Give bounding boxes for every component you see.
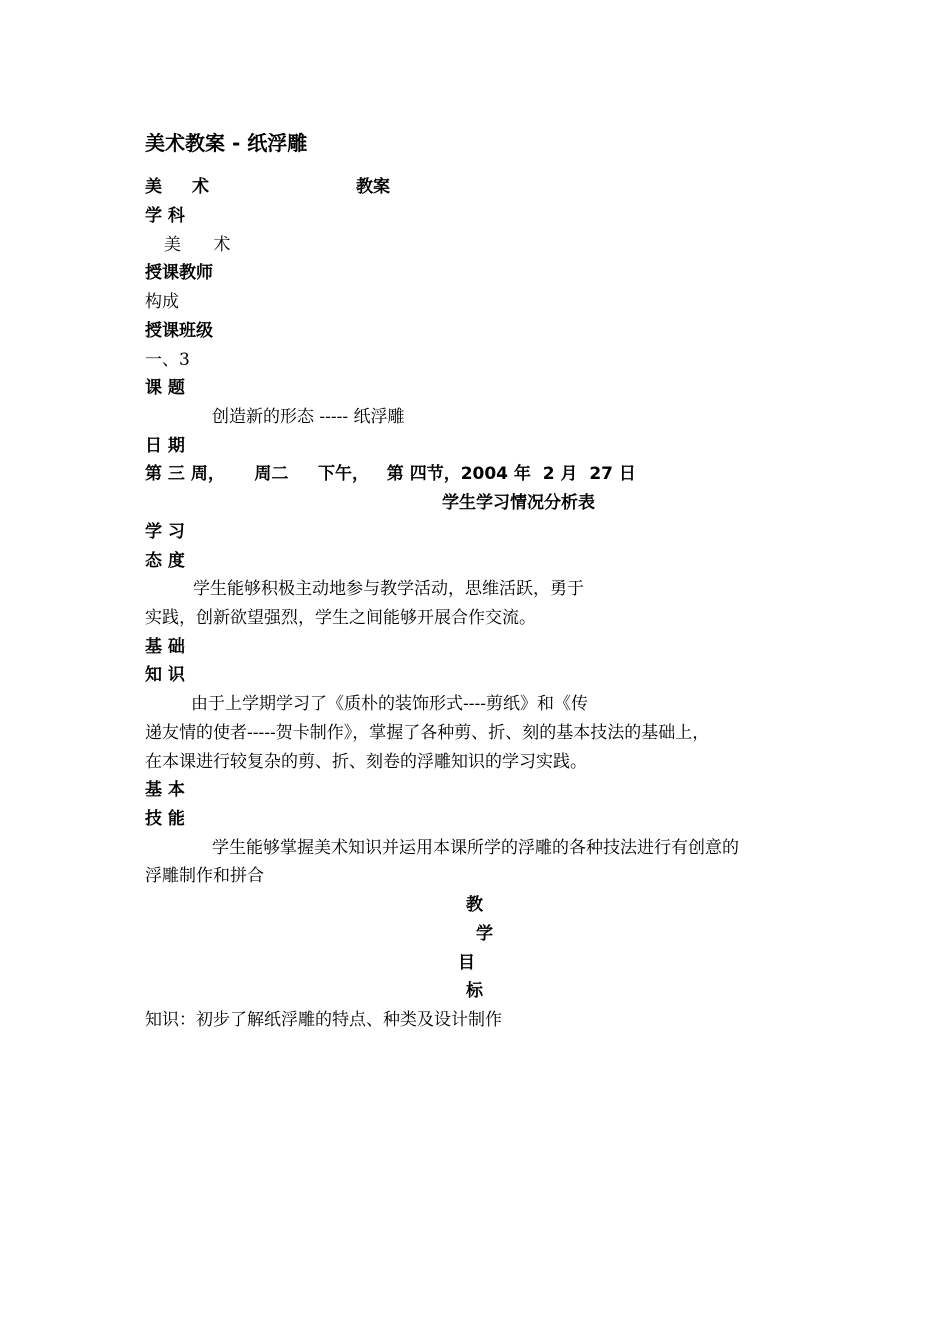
class-label: 授课班级 xyxy=(145,321,213,341)
skill-label-1: 基 本 xyxy=(145,780,185,800)
attitude-text-1: 学生能够积极主动地参与教学活动，思维活跃，勇于 xyxy=(193,579,584,599)
skill-text-2: 浮雕制作和拼合 xyxy=(145,866,264,886)
subject-value: 美 术 xyxy=(164,235,231,255)
topic-value: 创造新的形态 ----- 纸浮雕 xyxy=(212,407,405,427)
skill-label-2: 技 能 xyxy=(145,809,185,829)
date-value: 第 三 周， 周二 下午， 第 四节，2004 年 2 月 27 日 xyxy=(145,464,636,484)
header-subject-a: 美 xyxy=(145,177,162,197)
header-lesson-plan: 教案 xyxy=(356,177,390,197)
goal-char-1: 教 xyxy=(466,895,483,915)
goal-char-4: 标 xyxy=(466,981,483,1001)
goal-char-2: 学 xyxy=(476,924,493,944)
knowledge-text-2: 递友情的使者-----贺卡制作》，掌握了各种剪、折、刻的基本技法的基础上， xyxy=(145,723,710,743)
attitude-text-2: 实践，创新欲望强烈，学生之间能够开展合作交流。 xyxy=(145,608,536,628)
knowledge-text-3: 在本课进行较复杂的剪、折、刻卷的浮雕知识的学习实践。 xyxy=(145,752,587,772)
class-value: 一、3 xyxy=(145,350,190,370)
knowledge-label-2: 知 识 xyxy=(145,665,185,685)
skill-text-1: 学生能够掌握美术知识并运用本课所学的浮雕的各种技法进行有创意的 xyxy=(212,838,739,858)
analysis-title: 学生学习情况分析表 xyxy=(442,493,595,513)
teacher-label: 授课教师 xyxy=(145,263,213,283)
knowledge-text-1: 由于上学期学习了《质朴的装饰形式----剪纸》和《传 xyxy=(191,694,588,714)
attitude-label-1: 学 习 xyxy=(145,522,185,542)
teacher-value: 构成 xyxy=(145,292,179,312)
date-label: 日 期 xyxy=(145,436,185,456)
topic-label: 课 题 xyxy=(145,378,185,398)
subject-label: 学 科 xyxy=(145,206,185,226)
attitude-label-2: 态 度 xyxy=(145,551,185,571)
header-subject-b: 术 xyxy=(192,177,209,197)
document-title: 美术教案 - 纸浮雕 xyxy=(145,131,308,155)
knowledge-label-1: 基 础 xyxy=(145,637,185,657)
goal-char-3: 目 xyxy=(458,953,475,973)
goal-knowledge: 知识：初步了解纸浮雕的特点、种类及设计制作 xyxy=(145,1010,502,1030)
